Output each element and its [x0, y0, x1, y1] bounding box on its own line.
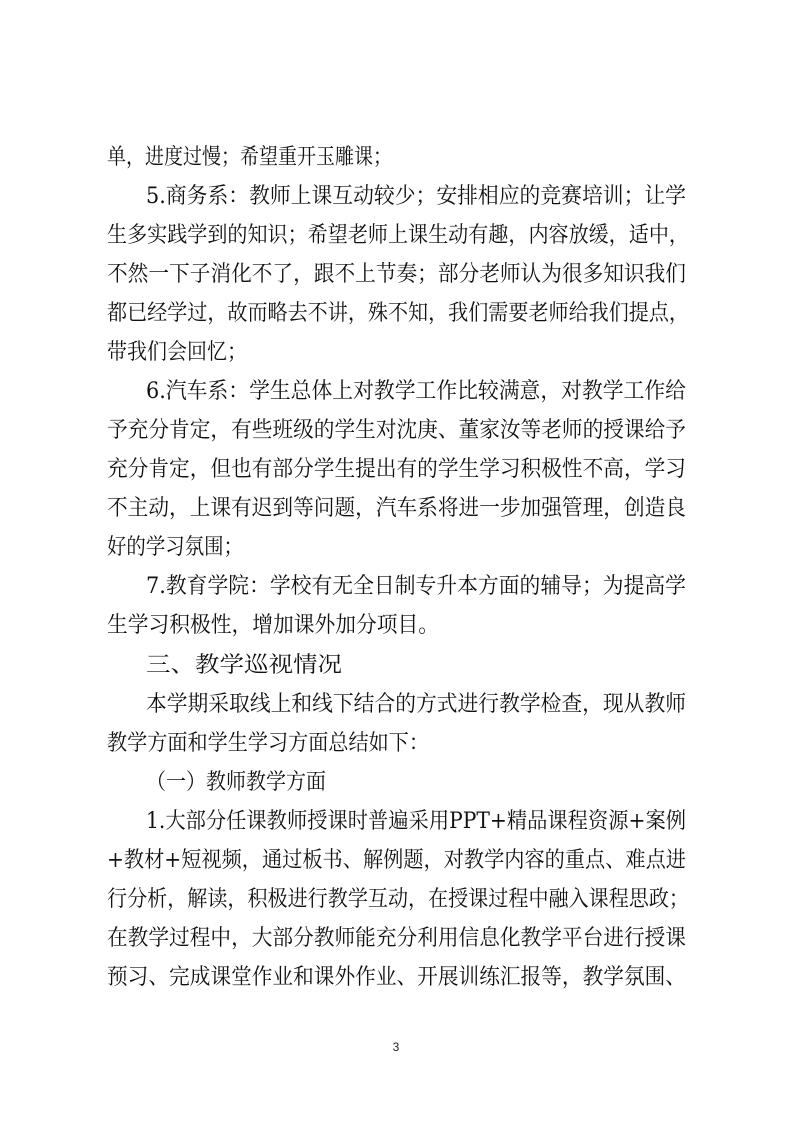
text-line [0, 570, 793, 604]
text-line [0, 141, 793, 175]
line-text: 不主动，上课有迟到等问题，汽车系将进一步加强管理，创造良 [107, 496, 686, 521]
subsection-heading-text: （一）教师教学方面 [146, 770, 326, 795]
text-line [0, 336, 793, 370]
text-line [0, 492, 793, 526]
text-line [0, 258, 793, 292]
text-line [0, 688, 793, 722]
line-text: 6.汽车系：学生总体上对教学工作比较满意，对教学工作给 [146, 379, 686, 404]
line-text: 本学期采取线上和线下结合的方式进行教学检查，现从教师 [146, 692, 686, 717]
line-text: 生学习积极性，增加课外加分项目。 [107, 613, 439, 638]
line-text: 预习、完成课堂作业和课外作业、开展训练汇报等，教学氛围、 [107, 965, 686, 990]
text-line [0, 727, 793, 761]
text-line [0, 922, 793, 956]
line-text: 都已经学过，故而略去不讲，殊不知，我们需要老师给我们提点， [107, 301, 689, 326]
line-text: 教学方面和学生学习方面总结如下： [107, 731, 429, 756]
line-text: +教材+短视频，通过板书、解例题，对教学内容的重点、难点进 [107, 848, 686, 873]
line-text: 好的学习氛围； [107, 535, 243, 560]
text-line [0, 219, 793, 253]
text-line [0, 609, 793, 643]
text-line [0, 414, 793, 448]
line-text: 予充分肯定，有些班级的学生对沈庚、董家汝等老师的授课给予 [107, 418, 686, 443]
text-line [0, 805, 793, 839]
text-line [0, 844, 793, 878]
text-line [0, 297, 793, 331]
line-text: 单，进度过慢；希望重开玉雕课； [107, 145, 392, 170]
line-text: 生多实践学到的知识；希望老师上课生动有趣，内容放缓，适中， [107, 223, 689, 248]
text-line [0, 531, 793, 565]
text-line [0, 883, 793, 917]
line-text: 在教学过程中，大部分教师能充分利用信息化教学平台进行授课 [107, 926, 686, 951]
line-text: 充分肯定，但也有部分学生提出有的学生学习积极性不高，学习 [107, 457, 686, 482]
text-line [0, 375, 793, 409]
line-text: 行分析，解读，积极进行教学互动，在授课过程中融入课程思政； [107, 887, 689, 912]
page-number: 3 [392, 1040, 400, 1054]
line-text: 7.教育学院：学校有无全日制专升本方面的辅导；为提高学 [146, 574, 686, 599]
text-line [0, 180, 793, 214]
line-text: 不然一下子消化不了，跟不上节奏；部分老师认为很多知识我们 [107, 262, 686, 287]
text-line [0, 961, 793, 995]
section-heading-text: 三、教学巡视情况 [146, 653, 342, 678]
line-text: 1.大部分任课教师授课时普遍采用PPT+精品课程资源+案例 [146, 809, 686, 834]
line-text: 5.商务系：教师上课互动较少；安排相应的竞赛培训；让学 [146, 184, 686, 209]
section-heading [0, 649, 793, 683]
subsection-heading [0, 766, 793, 800]
text-line [0, 453, 793, 487]
line-text: 带我们会回忆； [107, 340, 247, 365]
